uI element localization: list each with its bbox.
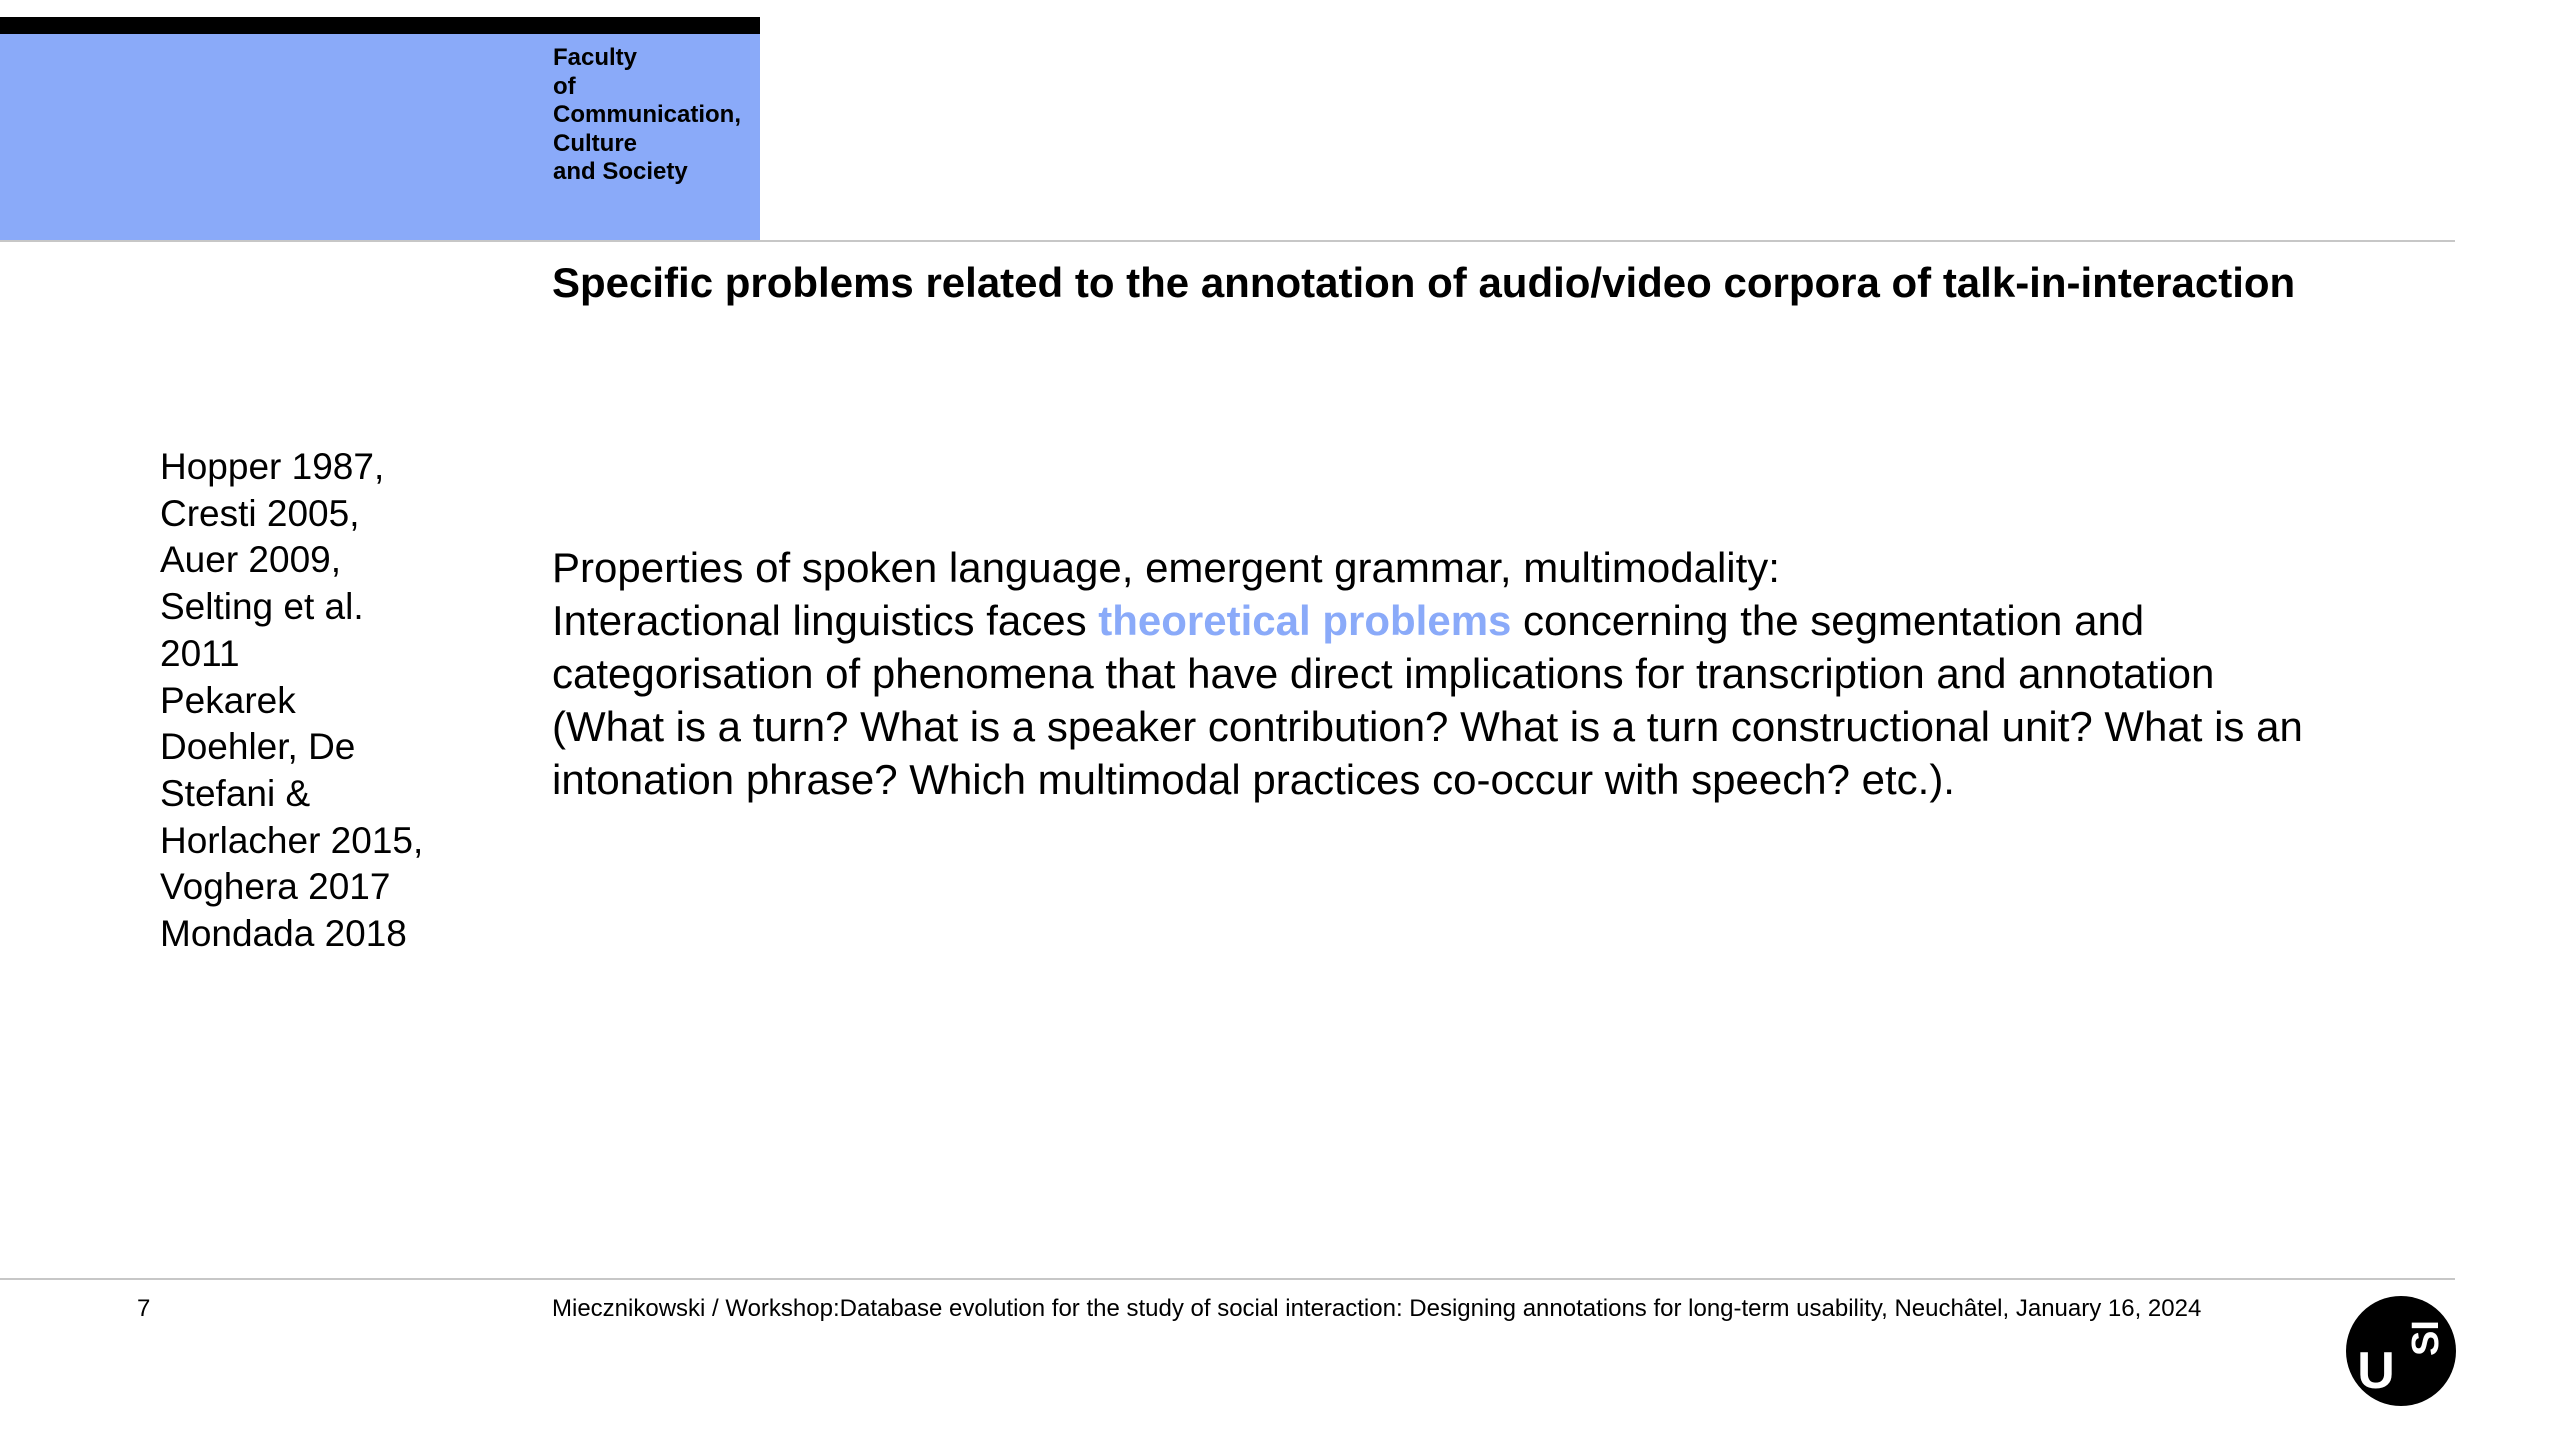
logo-letter: S xyxy=(2405,1330,2447,1356)
footer-citation: Miecznikowski / Workshop:Database evolution for the study of social interaction: Designing annotations for long-term usability, Neuchâtel, January 16, 2024 xyxy=(552,1295,2202,1322)
reference-line: Mondada 2018 xyxy=(160,913,407,955)
body-text-segment: Interactional linguistics faces xyxy=(552,597,1099,644)
faculty-line: and Society xyxy=(553,158,688,185)
references-list xyxy=(160,444,490,958)
logo-letter: U xyxy=(2357,1342,2395,1400)
faculty-line: Faculty xyxy=(553,44,638,71)
page-number: 7 xyxy=(137,1295,151,1322)
reference-line: Voghera 2017 xyxy=(160,866,391,908)
reference-line: Stefani & xyxy=(160,772,311,814)
reference-line: Pekarek xyxy=(160,679,296,721)
footer-divider xyxy=(0,1278,2455,1280)
reference-line: Horlacher 2015, xyxy=(160,819,424,861)
faculty-line: Communication, xyxy=(553,101,742,128)
faculty-line: Culture xyxy=(553,129,637,157)
slide-body xyxy=(552,541,2452,806)
body-line xyxy=(552,594,2452,647)
reference-line: Selting et al. xyxy=(160,586,364,628)
faculty-line: of xyxy=(553,72,576,100)
header-top-bar xyxy=(0,17,760,34)
reference-line: Cresti 2005, xyxy=(160,492,360,534)
reference-line: Hopper 1987, xyxy=(160,446,385,487)
reference-line: 2011 xyxy=(160,632,240,674)
body-line: (What is a turn? What is a speaker contribution? What is a turn constructional unit? What is an xyxy=(552,703,2303,750)
highlighted-phrase: theoretical problems xyxy=(1098,597,1512,644)
body-line: intonation phrase? Which multimodal practices co-occur with speech? etc.). xyxy=(552,756,1955,803)
logo-letter xyxy=(2405,1320,2447,1356)
reference-line: Auer 2009, xyxy=(160,539,342,581)
body-line: Properties of spoken language, emergent grammar, multimodality: xyxy=(552,544,1780,591)
usi-logo-icon xyxy=(2346,1296,2456,1406)
body-text-segment: concerning the segmentation and xyxy=(1511,597,2145,644)
body-line: categorisation of phenomena that have direct implications for transcription and annotation xyxy=(552,650,2215,697)
slide-title: Specific problems related to the annotation of audio/video corpora of talk-in-interaction xyxy=(552,259,2296,306)
reference-line: Doehler, De xyxy=(160,726,356,768)
faculty-name xyxy=(553,44,763,187)
header-divider xyxy=(0,240,2455,242)
logo-letter: I xyxy=(2405,1320,2447,1331)
